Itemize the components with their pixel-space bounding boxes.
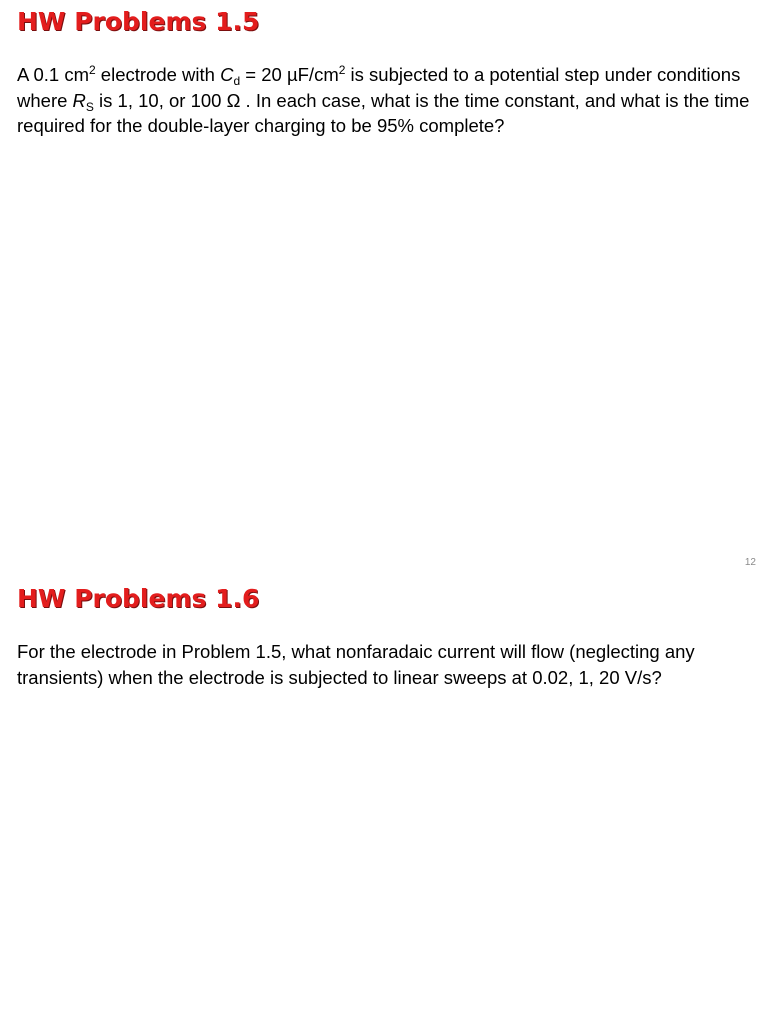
text-segment: is subjected to a potential step under conditions where xyxy=(17,64,741,111)
text-segment: A 0.1 cm xyxy=(17,64,89,85)
page-number: 12 xyxy=(744,557,756,568)
rs-subscript: S xyxy=(85,99,94,114)
slide-problem-1-6 xyxy=(0,576,768,1024)
cd-subscript: d xyxy=(233,74,241,88)
text-segment: electrode with xyxy=(95,64,221,85)
rs-variable: R xyxy=(72,89,86,111)
cd-variable: C xyxy=(220,64,234,85)
text-segment: = 20 µF/cm xyxy=(240,64,339,85)
problem-1-6-text: For the electrode in Problem 1.5, what nonfaradaic current will flow (neglecting any transients) when the electrode is subjected to linear sweeps at 0.02, 1, 20 V/s? xyxy=(17,641,695,688)
problem-1-5-text xyxy=(17,62,752,139)
text-segment: is 1, 10, or 100 Ω . In each case, what is the time constant, and what is the time required for the double-layer charging to be 95% complete? xyxy=(17,89,750,136)
problem-1-6-title: HW Problems 1.6 xyxy=(17,584,260,613)
superscript-cm2: 2 xyxy=(338,63,346,77)
problem-1-5-title: HW Problems 1.5 xyxy=(17,7,260,36)
superscript-cm: 2 xyxy=(88,63,96,77)
